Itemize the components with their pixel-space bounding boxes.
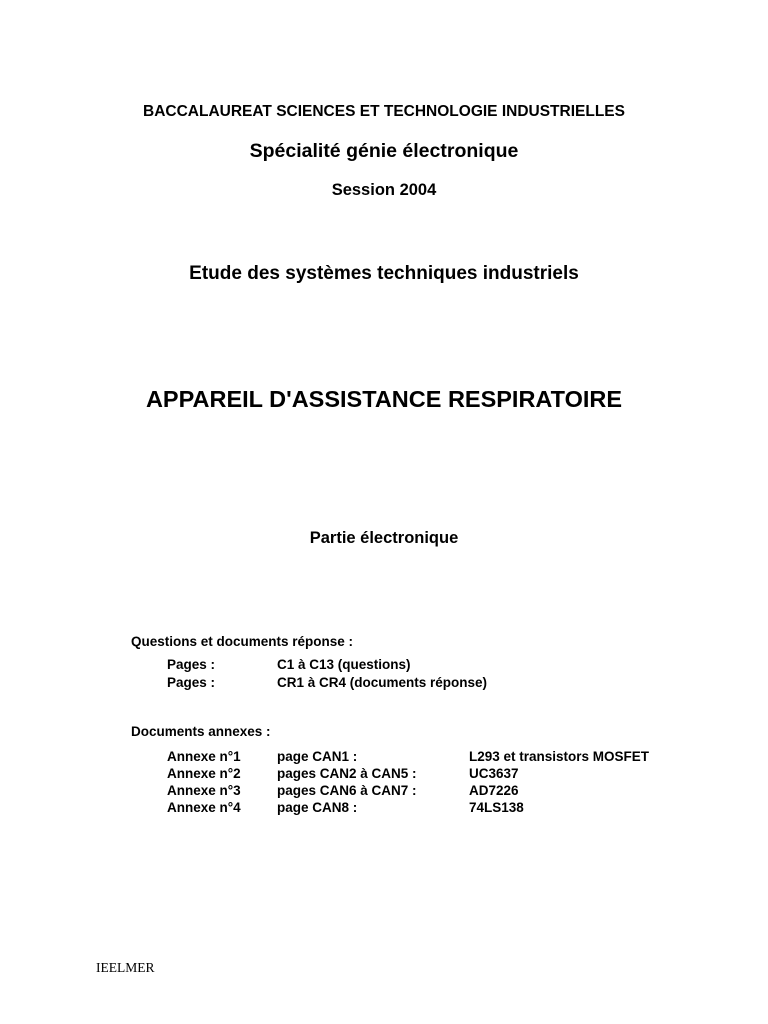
questions-row-label: Pages : — [167, 675, 216, 690]
annex-label: Annexe n°1 — [167, 749, 241, 764]
annex-pages: pages CAN2 à CAN5 : — [277, 766, 417, 781]
annex-label: Annexe n°2 — [167, 766, 241, 781]
footer-code: IEELMER — [96, 960, 155, 975]
document-title: APPAREIL D'ASSISTANCE RESPIRATOIRE — [145, 386, 623, 412]
annex-label: Annexe n°3 — [167, 783, 241, 798]
questions-row-value: C1 à C13 (questions) — [277, 657, 411, 672]
annex-content: 74LS138 — [469, 800, 524, 815]
annex-pages: pages CAN6 à CAN7 : — [277, 783, 417, 798]
annexes-heading: Documents annexes : — [131, 724, 271, 739]
questions-row-label: Pages : — [167, 657, 216, 672]
annex-content: L293 et transistors MOSFET — [469, 749, 650, 764]
specialty: Spécialité génie électronique — [249, 140, 519, 162]
session: Session 2004 — [331, 181, 437, 199]
questions-heading: Questions et documents réponse : — [131, 634, 354, 649]
annex-label: Annexe n°4 — [167, 800, 241, 815]
annex-content: UC3637 — [469, 766, 519, 781]
annex-content: AD7226 — [469, 783, 519, 798]
annex-pages: page CAN8 : — [277, 800, 358, 815]
questions-row-value: CR1 à CR4 (documents réponse) — [277, 675, 488, 690]
annex-pages: page CAN1 : — [277, 749, 358, 764]
document-subtitle: Partie électronique — [309, 529, 459, 547]
exam-name: BACCALAUREAT SCIENCES ET TECHNOLOGIE INDUSTRIELLES — [143, 103, 625, 120]
subject: Etude des systèmes techniques industriels — [189, 263, 579, 284]
